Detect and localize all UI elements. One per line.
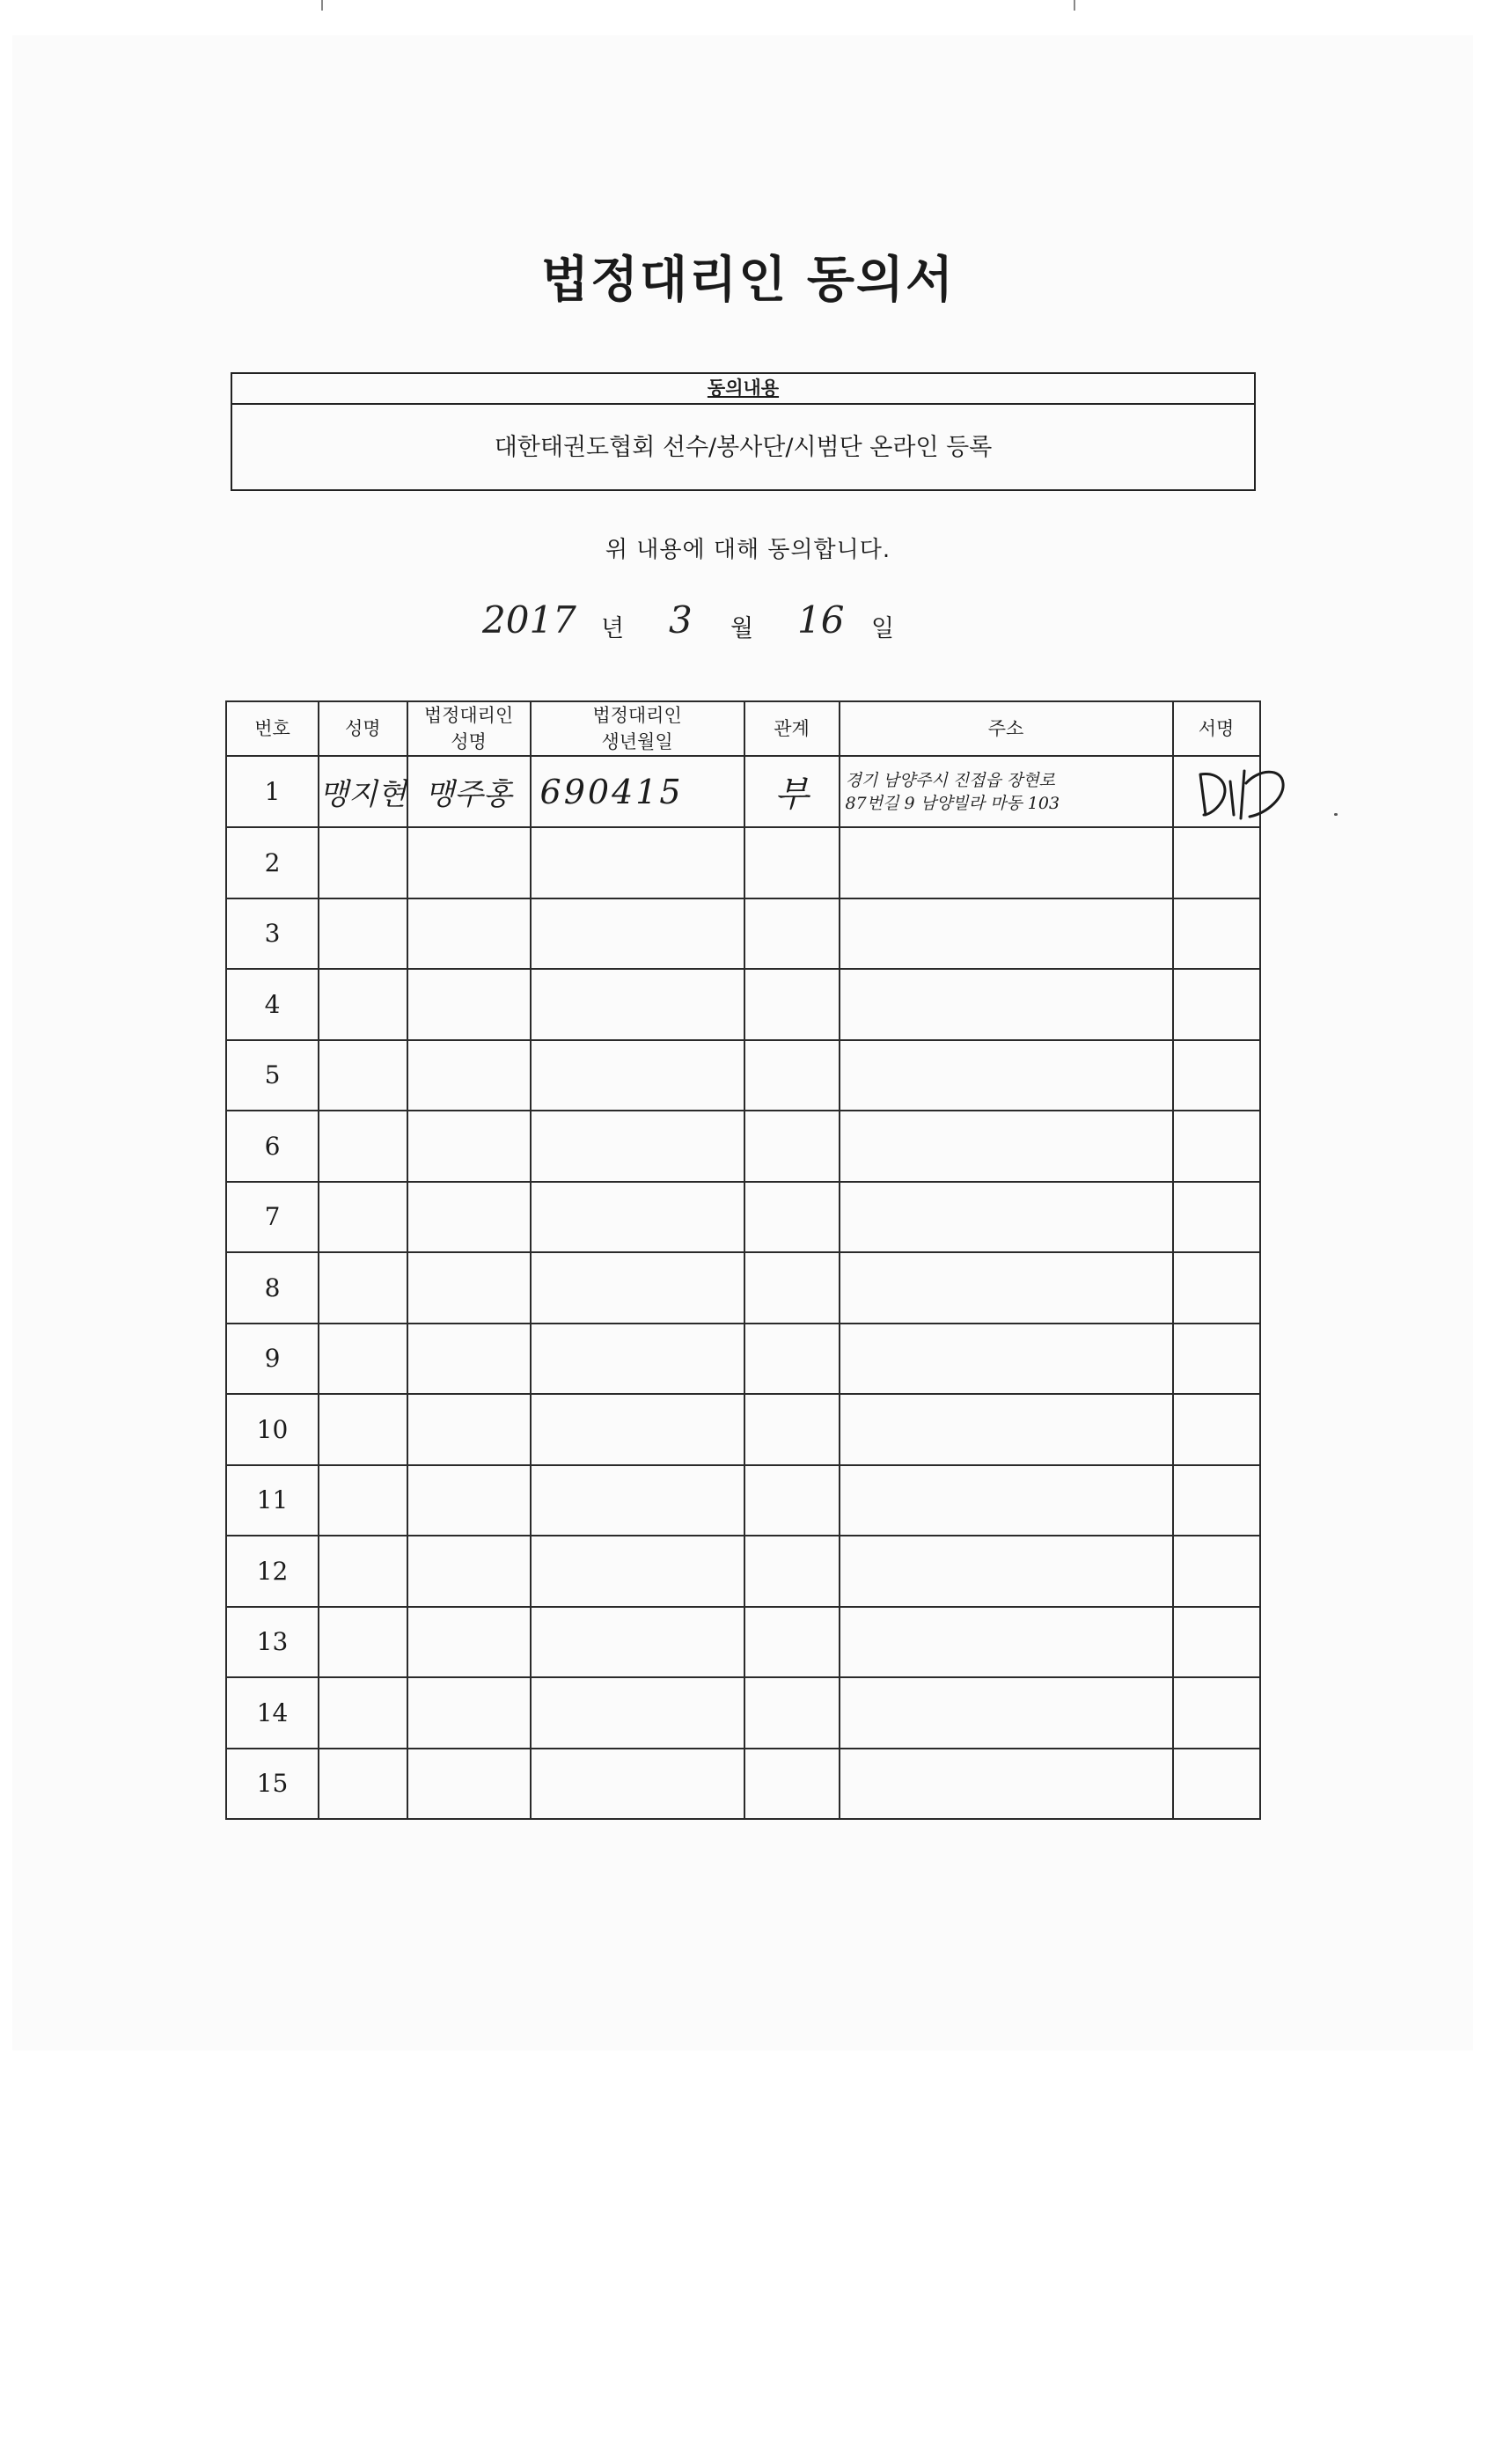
empty-cell [840,1252,1173,1324]
empty-cell [840,1677,1173,1749]
empty-cell [407,969,531,1040]
empty-cell [319,1111,407,1182]
table-row [226,1252,1260,1324]
empty-cell [531,1465,744,1536]
date-month-unit: 월 [730,615,754,642]
header-relation: 관계 [744,701,840,756]
empty-cell [744,1677,840,1749]
header-guardian-birth: 법정대리인 생년월일 [531,701,744,756]
empty-cell [840,969,1173,1040]
empty-cell [744,1749,840,1820]
empty-cell [407,1394,531,1465]
table-row [226,1465,1260,1536]
header-number: 번호 [226,701,319,756]
empty-cell [1173,1182,1260,1253]
table-row [226,898,1260,970]
empty-cell [407,1607,531,1678]
empty-cell [840,1749,1173,1820]
empty-cell [531,1749,744,1820]
empty-cell [407,1111,531,1182]
row-number: 6 [226,1111,319,1182]
table-row [226,1182,1260,1253]
empty-cell [319,1465,407,1536]
empty-cell [531,969,744,1040]
empty-cell [407,1749,531,1820]
empty-cell [744,1111,840,1182]
empty-cell [1173,1111,1260,1182]
registrant-name-cell [319,756,407,827]
empty-cell [744,898,840,970]
address-line-1-handwritten: 경기 남양주시 진접읍 장현로 [845,770,1055,790]
date-day-handwritten: 16 [797,598,845,642]
empty-cell [531,1182,744,1253]
empty-cell [531,1040,744,1111]
scan-speck [1334,813,1338,816]
empty-cell [407,898,531,970]
empty-cell [531,1677,744,1749]
row-number: 13 [226,1607,319,1678]
guardian-birth-cell [531,756,744,827]
empty-cell [744,1465,840,1536]
scan-edge-mark [321,0,323,11]
empty-cell [407,1252,531,1324]
empty-cell [1173,1607,1260,1678]
empty-cell [744,1324,840,1395]
address-line-2-handwritten: 87번길 9 남양빌라 마동 103 [845,793,1060,813]
guardian-name-cell [407,756,531,827]
empty-cell [1173,1040,1260,1111]
empty-cell [319,898,407,970]
empty-cell [319,1677,407,1749]
agreement-statement: 위 내용에 대해 동의합니다. [605,537,891,563]
empty-cell [840,827,1173,898]
guardian-name-handwritten: 맹주홍 [425,777,512,812]
empty-cell [531,1252,744,1324]
row-number: 14 [226,1677,319,1749]
table-header-row [226,701,1260,756]
empty-cell [1173,1252,1260,1324]
empty-cell [1173,1749,1260,1820]
empty-cell [319,1324,407,1395]
empty-cell [1173,1465,1260,1536]
row-number: 15 [226,1749,319,1820]
empty-cell [1173,1394,1260,1465]
signature-cell [1173,756,1260,827]
empty-cell [319,1536,407,1607]
row-number: 11 [226,1465,319,1536]
empty-cell [531,1607,744,1678]
date-month-handwritten: 3 [669,598,693,642]
empty-cell [1173,1536,1260,1607]
table-row [226,827,1260,898]
empty-cell [319,1182,407,1253]
table-row [226,1324,1260,1395]
empty-cell [1173,898,1260,970]
empty-cell [840,1607,1173,1678]
empty-cell [319,1749,407,1820]
row-number: 3 [226,898,319,970]
header-signature: 서명 [1173,701,1260,756]
empty-cell [744,1536,840,1607]
registrant-name-handwritten: 맹지현 [319,777,407,812]
empty-cell [531,827,744,898]
empty-cell [319,1040,407,1111]
empty-cell [840,1040,1173,1111]
empty-cell [744,1394,840,1465]
empty-cell [840,1111,1173,1182]
empty-cell [744,1182,840,1253]
empty-cell [407,1465,531,1536]
row-number: 12 [226,1536,319,1607]
relation-handwritten: 부 [774,774,809,815]
table-row [226,1040,1260,1111]
empty-cell [840,1465,1173,1536]
empty-cell [319,1394,407,1465]
row-number: 10 [226,1394,319,1465]
empty-cell [319,1252,407,1324]
empty-cell [744,1040,840,1111]
empty-cell [840,1536,1173,1607]
table-row [226,1749,1260,1820]
consent-content-text: 대한태권도협회 선수/봉사단/시범단 온라인 등록 [494,434,993,461]
row-number: 2 [226,827,319,898]
row-number: 1 [226,756,319,827]
empty-cell [1173,1324,1260,1395]
empty-cell [531,1394,744,1465]
empty-cell [531,898,744,970]
empty-cell [744,827,840,898]
row-number: 5 [226,1040,319,1111]
empty-cell [531,1536,744,1607]
row-number: 8 [226,1252,319,1324]
guardian-birth-handwritten: 690415 [539,772,684,811]
empty-cell [840,1394,1173,1465]
empty-cell [744,1252,840,1324]
consent-heading: 동의내용 [232,374,1254,405]
table-row [226,969,1260,1040]
table-row [226,1394,1260,1465]
empty-cell [840,898,1173,970]
registrant-table [225,700,1261,1820]
empty-cell [319,1607,407,1678]
header-guardian-name: 법정대리인 성명 [407,701,531,756]
empty-cell [744,1607,840,1678]
empty-cell [1173,1677,1260,1749]
handwritten-signature [1197,762,1294,824]
empty-cell [1173,969,1260,1040]
table-row [226,756,1260,827]
header-name: 성명 [319,701,407,756]
empty-cell [319,827,407,898]
relation-cell [744,756,840,827]
empty-cell [531,1324,744,1395]
row-number: 4 [226,969,319,1040]
table-row [226,1607,1260,1678]
empty-cell [407,827,531,898]
consent-content-box [231,372,1256,491]
empty-cell [840,1324,1173,1395]
empty-cell [407,1324,531,1395]
empty-cell [407,1677,531,1749]
empty-cell [407,1182,531,1253]
empty-cell [407,1040,531,1111]
empty-cell [744,969,840,1040]
row-number: 7 [226,1182,319,1253]
scan-edge-mark [1074,0,1075,11]
row-number: 9 [226,1324,319,1395]
table-row [226,1536,1260,1607]
address-cell [840,756,1173,827]
empty-cell [531,1111,744,1182]
empty-cell [319,969,407,1040]
date-day-unit: 일 [871,615,895,642]
empty-cell [1173,827,1260,898]
empty-cell [840,1182,1173,1253]
document-title: 법정대리인 동의서 [540,252,956,309]
table-row [226,1111,1260,1182]
empty-cell [407,1536,531,1607]
table-row [226,1677,1260,1749]
date-year-handwritten: 2017 [482,598,576,642]
header-address: 주소 [840,701,1173,756]
date-year-unit: 년 [601,615,625,642]
